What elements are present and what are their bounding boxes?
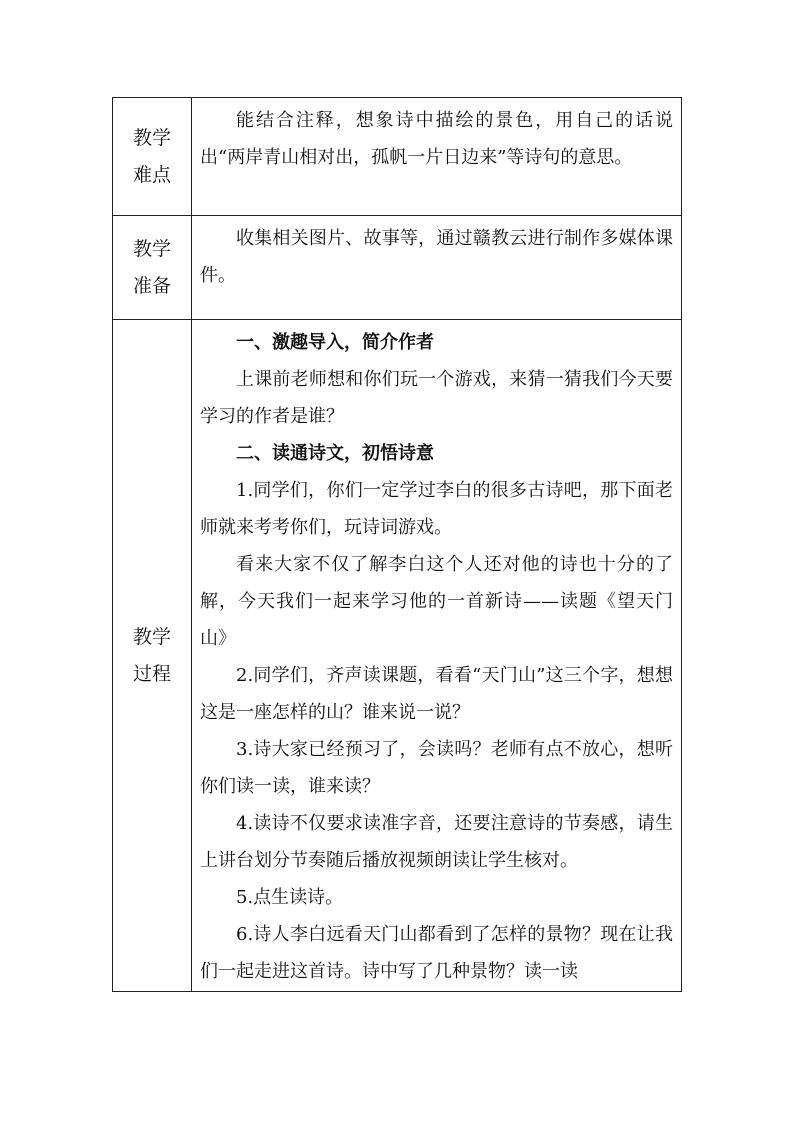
paragraph: 收集相关图片、故事等，通过赣教云进行制作多媒体课件。: [200, 228, 673, 286]
paragraph: 4.读诗不仅要求读准字音，还要注意诗的节奏感，请生上讲台划分节奏随后播放视频朗读让学生核对。: [200, 813, 673, 871]
row-teaching-process: [113, 320, 682, 992]
label-line: 教学: [132, 126, 171, 149]
content-teaching-difficulty: [192, 98, 682, 216]
paragraph: 上课前老师想和你们玩一个游戏，来猜一猜我们今天要学习的作者是谁？: [200, 369, 673, 427]
paragraph: 1.同学们，你们一定学过李白的很多古诗吧，那下面老师就来考考你们，玩诗词游戏。: [200, 480, 673, 538]
label-line: 过程: [132, 662, 171, 685]
paragraph: 2.同学们，齐声读课题，看看“天门山”这三个字，想想这是一座怎样的山？谁来说一说？: [200, 665, 673, 723]
paragraph: 能结合注释，想象诗中描绘的景色，用自己的话说出“两岸青山相对出，孤帆一片日边来”等诗句的意思。: [200, 110, 673, 168]
paragraph: 6.诗人李白远看天门山都看到了怎样的景物？现在让我们一起走进这首诗。诗中写了几种景物？读一读: [200, 924, 673, 982]
paragraph: 3.诗大家已经预习了，会读吗？老师有点不放心，想听你们读一读，谁来读？: [200, 739, 673, 797]
content-teaching-process: [192, 320, 682, 992]
label-line: 准备: [132, 274, 171, 297]
paragraph: 5.点生读诗。: [236, 887, 344, 908]
paragraph: 看来大家不仅了解李白这个人还对他的诗也十分的了解，今天我们一起来学习他的一首新诗——读题《望天门山》: [200, 554, 673, 649]
row-teaching-difficulty: [113, 98, 682, 216]
label-teaching-process: [113, 320, 192, 992]
label-line: 难点: [132, 163, 171, 186]
label-teaching-difficulty: [113, 98, 192, 216]
row-teaching-preparation: [113, 216, 682, 320]
content-teaching-preparation: [192, 216, 682, 320]
process-content: [200, 324, 673, 990]
label-line: 教学: [132, 625, 171, 648]
section-heading: 二、读通诗文，初悟诗意: [236, 443, 434, 464]
label-line: 教学: [132, 237, 171, 260]
label-teaching-preparation: [113, 216, 192, 320]
lesson-plan-table: [112, 97, 682, 992]
section-heading: 一、激趣导入，简介作者: [236, 332, 434, 353]
